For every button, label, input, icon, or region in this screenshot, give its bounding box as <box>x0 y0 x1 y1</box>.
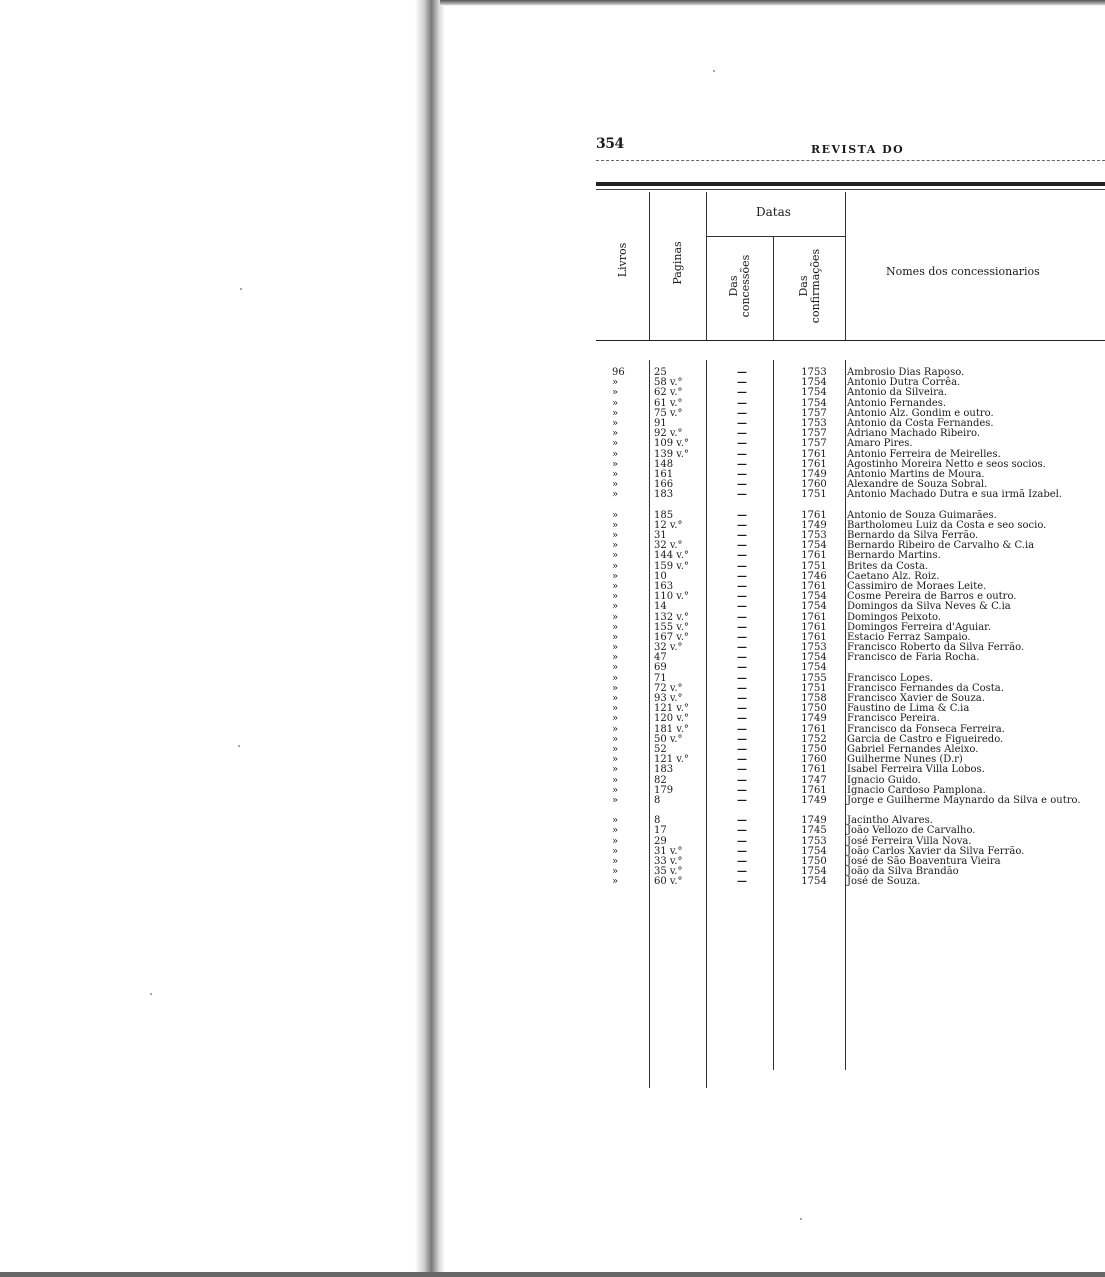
cell-concessao: — <box>737 794 747 806</box>
cell-pagina: 163 <box>654 580 674 592</box>
cell-confirmacao: 1761 <box>801 621 827 633</box>
datas-subheader-rule <box>706 236 845 237</box>
cell-confirmacao: 1761 <box>801 550 827 562</box>
cell-concessao: — <box>737 407 747 419</box>
cell-nome: João da Silva Brandão <box>847 866 959 878</box>
cell-livro: » <box>612 468 619 480</box>
cell-confirmacao: 1750 <box>801 703 827 715</box>
cell-pagina: 60 v.° <box>654 876 683 888</box>
scan-speck <box>800 1218 802 1220</box>
cell-nome: Antonio Martins de Moura. <box>847 468 985 480</box>
cell-livro: » <box>612 764 619 776</box>
cell-pagina: 47 <box>654 652 667 664</box>
cell-concessao: — <box>737 509 747 521</box>
cell-pagina: 121 v.° <box>654 703 689 715</box>
cell-confirmacao: 1761 <box>801 784 827 796</box>
cell-nome: Bernardo da Silva Ferrão. <box>847 530 979 542</box>
cell-nome: João Carlos Xavier da Silva Ferrão. <box>847 845 1025 857</box>
cell-nome: Antonio Ferreira de Meirelles. <box>847 448 1001 460</box>
cell-pagina: 61 v.° <box>654 397 683 409</box>
cell-nome: Adriano Machado Ribeiro. <box>847 428 981 440</box>
cell-pagina: 69 <box>654 662 667 674</box>
cell-concessao: — <box>737 519 747 531</box>
cell-livro: » <box>612 570 619 582</box>
cell-pagina: 52 <box>654 743 667 755</box>
cell-concessao: — <box>737 713 747 725</box>
cell-nome: José de Souza. <box>847 876 921 888</box>
table-row <box>596 439 1105 449</box>
cell-concessao: — <box>737 479 747 491</box>
cell-concessao: — <box>737 591 747 603</box>
cell-livro: » <box>612 662 619 674</box>
concession-table-body <box>596 368 1105 888</box>
blank-facing-margin <box>0 0 425 1277</box>
cell-pagina: 50 v.° <box>654 733 683 745</box>
cell-concessao: — <box>737 468 747 480</box>
cell-pagina: 71 <box>654 672 667 684</box>
cell-confirmacao: 1761 <box>801 611 827 623</box>
cell-nome: Isabel Ferreira Villa Lobos. <box>847 764 985 776</box>
cell-pagina: 121 v.° <box>654 754 689 766</box>
cell-livro: » <box>612 560 619 572</box>
cell-confirmacao: 1761 <box>801 509 827 521</box>
cell-livro: » <box>612 835 619 847</box>
cell-livro: » <box>612 754 619 766</box>
cell-confirmacao: 1749 <box>801 468 827 480</box>
header-rule <box>596 160 1105 161</box>
cell-confirmacao: 1750 <box>801 856 827 868</box>
scan-speck <box>150 993 152 995</box>
book-gutter <box>415 0 445 1277</box>
cell-concessao: — <box>737 703 747 715</box>
cell-nome: Guilherme Nunes (D.r) <box>847 754 963 766</box>
cell-concessao: — <box>737 723 747 735</box>
cell-pagina: 72 v.° <box>654 682 683 694</box>
table-row <box>596 765 1105 775</box>
column-divider <box>845 192 846 340</box>
cell-livro: » <box>612 611 619 623</box>
cell-concessao: — <box>737 733 747 745</box>
cell-pagina: 144 v.° <box>654 550 689 562</box>
cell-confirmacao: 1761 <box>801 580 827 592</box>
cell-livro: » <box>612 703 619 715</box>
column-divider <box>706 192 707 340</box>
cell-livro: » <box>612 743 619 755</box>
cell-nome: Caetano Alz. Roiz. <box>847 570 940 582</box>
table-row <box>596 602 1105 612</box>
cell-pagina: 12 v.° <box>654 519 683 531</box>
cell-pagina: 110 v.° <box>654 591 689 603</box>
cell-livro: » <box>612 784 619 796</box>
cell-concessao: — <box>737 387 747 399</box>
cell-confirmacao: 1754 <box>801 540 827 552</box>
cell-nome: João Vellozo de Carvalho. <box>847 825 976 837</box>
table-row <box>596 796 1105 816</box>
cell-pagina: 167 v.° <box>654 631 689 643</box>
page-bottom-edge <box>0 1272 1105 1277</box>
cell-confirmacao: 1755 <box>801 672 827 684</box>
cell-nome: Antonio de Souza Guimarães. <box>847 509 997 521</box>
cell-nome: Jorge e Guilherme Maynardo da Silva e outro. <box>847 794 1081 806</box>
cell-pagina: 185 <box>654 509 674 521</box>
cell-livro: » <box>612 845 619 857</box>
cell-concessao: — <box>737 377 747 389</box>
cell-concessao: — <box>737 856 747 868</box>
cell-confirmacao: 1751 <box>801 489 827 501</box>
cell-livro: » <box>612 479 619 491</box>
cell-nome: Antonio Alz. Gondim e outro. <box>847 407 994 419</box>
cell-confirmacao: 1754 <box>801 845 827 857</box>
cell-nome: Ambrosio Dias Raposo. <box>847 367 965 378</box>
cell-livro: » <box>612 794 619 806</box>
cell-concessao: — <box>737 438 747 450</box>
cell-nome: Agostinho Moreira Netto e seos socios. <box>847 458 1046 470</box>
cell-concessao: — <box>737 845 747 857</box>
cell-nome: Antonio Machado Dutra e sua irmã Izabel. <box>847 489 1063 501</box>
cell-nome: Francisco Fernandes da Costa. <box>847 682 1004 694</box>
table-top-thin-rule <box>596 189 1105 190</box>
cell-nome: Ignacio Cardoso Pamplona. <box>847 784 986 796</box>
cell-pagina: 161 <box>654 468 674 480</box>
cell-livro: » <box>612 448 619 460</box>
cell-confirmacao: 1749 <box>801 519 827 531</box>
cell-concessao: — <box>737 743 747 755</box>
cell-concessao: — <box>737 866 747 878</box>
cell-confirmacao: 1751 <box>801 560 827 572</box>
running-title: REVISTA DO <box>811 143 905 156</box>
cell-confirmacao: 1757 <box>801 428 827 440</box>
cell-livro: » <box>612 876 619 888</box>
cell-concessao: — <box>737 611 747 623</box>
header-nomes: Nomes dos concessionarios <box>886 265 1040 278</box>
cell-livro: » <box>612 417 619 429</box>
cell-confirmacao: 1754 <box>801 397 827 409</box>
cell-confirmacao: 1761 <box>801 723 827 735</box>
cell-confirmacao: 1757 <box>801 407 827 419</box>
page-number: 354 <box>596 136 624 152</box>
cell-livro: » <box>612 642 619 654</box>
cell-livro: » <box>612 631 619 643</box>
cell-confirmacao: 1754 <box>801 591 827 603</box>
cell-concessao: — <box>737 662 747 674</box>
cell-confirmacao: 1751 <box>801 682 827 694</box>
cell-livro: 96 <box>612 367 625 378</box>
cell-pagina: 8 <box>654 794 661 806</box>
cell-confirmacao: 1761 <box>801 448 827 460</box>
cell-livro: » <box>612 377 619 389</box>
cell-confirmacao: 1757 <box>801 438 827 450</box>
header-das-confirmacoes: Das confirmações <box>797 248 822 324</box>
cell-livro: » <box>612 733 619 745</box>
cell-livro: » <box>612 672 619 684</box>
cell-pagina: 25 <box>654 367 667 378</box>
cell-livro: » <box>612 397 619 409</box>
cell-pagina: 10 <box>654 570 667 582</box>
cell-nome: Domingos da Silva Neves & C.ia <box>847 601 1011 613</box>
cell-pagina: 183 <box>654 764 674 776</box>
cell-nome: Bernardo Martins. <box>847 550 941 562</box>
scan-speck <box>238 745 240 747</box>
cell-livro: » <box>612 815 619 827</box>
cell-confirmacao: 1750 <box>801 743 827 755</box>
cell-pagina: 155 v.° <box>654 621 689 633</box>
cell-confirmacao: 1749 <box>801 794 827 806</box>
cell-concessao: — <box>737 570 747 582</box>
cell-nome: Amaro Pires. <box>847 438 913 450</box>
cell-nome: Francisco da Fonseca Ferreira. <box>847 723 1005 735</box>
cell-confirmacao: 1754 <box>801 662 827 674</box>
cell-livro: » <box>612 458 619 470</box>
cell-confirmacao: 1745 <box>801 825 827 837</box>
cell-livro: » <box>612 530 619 542</box>
cell-concessao: — <box>737 652 747 664</box>
cell-concessao: — <box>737 417 747 429</box>
cell-livro: » <box>612 509 619 521</box>
cell-confirmacao: 1758 <box>801 693 827 705</box>
cell-nome: Francisco de Faria Rocha. <box>847 652 980 664</box>
header-bottom-rule <box>596 340 1105 341</box>
cell-livro: » <box>612 540 619 552</box>
cell-nome: Francisco Roberto da Silva Ferrão. <box>847 642 1025 654</box>
table-row <box>596 653 1105 663</box>
cell-livro: » <box>612 489 619 501</box>
cell-pagina: 91 <box>654 417 667 429</box>
cell-confirmacao: 1747 <box>801 774 827 786</box>
cell-concessao: — <box>737 448 747 460</box>
cell-nome: Bernardo Ribeiro de Carvalho & C.ia <box>847 540 1035 552</box>
cell-pagina: 148 <box>654 458 674 470</box>
cell-pagina: 166 <box>654 479 674 491</box>
cell-livro: » <box>612 387 619 399</box>
table-row <box>596 877 1105 887</box>
cell-livro: » <box>612 407 619 419</box>
cell-confirmacao: 1746 <box>801 570 827 582</box>
cell-confirmacao: 1749 <box>801 815 827 827</box>
cell-confirmacao: 1754 <box>801 387 827 399</box>
header-das-concessoes: Das concessões <box>727 254 752 318</box>
cell-concessao: — <box>737 876 747 888</box>
cell-concessao: — <box>737 428 747 440</box>
cell-pagina: 31 <box>654 530 667 542</box>
cell-concessao: — <box>737 754 747 766</box>
cell-confirmacao: 1752 <box>801 733 827 745</box>
cell-confirmacao: 1754 <box>801 876 827 888</box>
column-divider <box>649 192 650 340</box>
cell-nome: Domingos Ferreira d'Aguiar. <box>847 621 992 633</box>
cell-confirmacao: 1761 <box>801 458 827 470</box>
cell-concessao: — <box>737 764 747 776</box>
cell-livro: » <box>612 580 619 592</box>
cell-confirmacao: 1753 <box>801 835 827 847</box>
cell-livro: » <box>612 693 619 705</box>
cell-pagina: 32 v.° <box>654 642 683 654</box>
cell-concessao: — <box>737 489 747 501</box>
cell-nome: Francisco Pereira. <box>847 713 940 725</box>
cell-confirmacao: 1760 <box>801 754 827 766</box>
cell-livro: » <box>612 621 619 633</box>
cell-pagina: 8 <box>654 815 661 827</box>
cell-nome: José de São Boaventura Vieira <box>847 856 1001 868</box>
cell-concessao: — <box>737 631 747 643</box>
cell-pagina: 179 <box>654 784 674 796</box>
column-divider <box>773 236 774 340</box>
header-datas: Datas <box>756 205 791 219</box>
cell-livro: » <box>612 866 619 878</box>
cell-nome: Ignacio Guido. <box>847 774 921 786</box>
cell-concessao: — <box>737 815 747 827</box>
cell-confirmacao: 1754 <box>801 601 827 613</box>
cell-nome: Domingos Peixoto. <box>847 611 941 623</box>
cell-pagina: 92 v.° <box>654 428 683 440</box>
header-paginas: Paginas <box>671 241 684 285</box>
cell-nome: José Ferreira Villa Nova. <box>847 835 972 847</box>
cell-pagina: 17 <box>654 825 667 837</box>
cell-confirmacao: 1754 <box>801 377 827 389</box>
cell-concessao: — <box>737 550 747 562</box>
cell-nome: Bartholomeu Luiz da Costa e seo socio. <box>847 519 1047 531</box>
cell-livro: » <box>612 652 619 664</box>
cell-concessao: — <box>737 601 747 613</box>
cell-livro: » <box>612 723 619 735</box>
cell-confirmacao: 1754 <box>801 866 827 878</box>
cell-pagina: 181 v.° <box>654 723 689 735</box>
cell-pagina: 93 v.° <box>654 693 683 705</box>
cell-nome: Cassimiro de Moraes Leite. <box>847 580 987 592</box>
cell-livro: » <box>612 713 619 725</box>
cell-concessao: — <box>737 835 747 847</box>
cell-confirmacao: 1753 <box>801 367 827 378</box>
cell-concessao: — <box>737 682 747 694</box>
cell-livro: » <box>612 550 619 562</box>
cell-pagina: 183 <box>654 489 674 501</box>
cell-concessao: — <box>737 397 747 409</box>
cell-confirmacao: 1760 <box>801 479 827 491</box>
cell-concessao: — <box>737 580 747 592</box>
cell-nome: Brites da Costa. <box>847 560 929 572</box>
cell-pagina: 62 v.° <box>654 387 683 399</box>
cell-livro: » <box>612 601 619 613</box>
cell-pagina: 82 <box>654 774 667 786</box>
table-top-thick-rule <box>596 182 1105 186</box>
cell-nome: Francisco Xavier de Souza. <box>847 693 985 705</box>
cell-pagina: 29 <box>654 835 667 847</box>
cell-pagina: 14 <box>654 601 667 613</box>
cell-livro: » <box>612 825 619 837</box>
cell-concessao: — <box>737 672 747 684</box>
cell-concessao: — <box>737 530 747 542</box>
header-livros: Livros <box>616 242 629 278</box>
document-page <box>596 130 1105 1090</box>
cell-concessao: — <box>737 540 747 552</box>
cell-livro: » <box>612 682 619 694</box>
cell-livro: » <box>612 591 619 603</box>
cell-nome: Antonio da Costa Fernandes. <box>847 417 994 429</box>
scan-speck <box>713 70 715 72</box>
cell-confirmacao: 1761 <box>801 631 827 643</box>
cell-pagina: 159 v.° <box>654 560 689 572</box>
cell-confirmacao: 1749 <box>801 713 827 725</box>
cell-concessao: — <box>737 825 747 837</box>
cell-confirmacao: 1753 <box>801 417 827 429</box>
cell-livro: » <box>612 774 619 786</box>
cell-concessao: — <box>737 621 747 633</box>
cell-livro: » <box>612 856 619 868</box>
cell-pagina: 58 v.° <box>654 377 683 389</box>
cell-livro: » <box>612 438 619 450</box>
cell-concessao: — <box>737 784 747 796</box>
cell-nome: Francisco Lopes. <box>847 672 934 684</box>
cell-confirmacao: 1753 <box>801 530 827 542</box>
cell-pagina: 33 v.° <box>654 856 683 868</box>
cell-concessao: — <box>737 560 747 572</box>
cell-confirmacao: 1753 <box>801 642 827 654</box>
table-row <box>596 490 1105 510</box>
cell-nome: Cosme Pereira de Barros e outro. <box>847 591 1017 603</box>
cell-livro: » <box>612 519 619 531</box>
cell-concessao: — <box>737 774 747 786</box>
page-top-edge <box>440 0 1105 6</box>
cell-pagina: 31 v.° <box>654 845 683 857</box>
scan-speck <box>240 288 242 290</box>
cell-concessao: — <box>737 458 747 470</box>
cell-livro: » <box>612 428 619 440</box>
cell-pagina: 132 v.° <box>654 611 689 623</box>
cell-concessao: — <box>737 642 747 654</box>
cell-pagina: 120 v.° <box>654 713 689 725</box>
cell-pagina: 139 v.° <box>654 448 689 460</box>
cell-nome: Antonio Fernandes. <box>847 397 947 409</box>
cell-nome: Gabriel Fernandes Aleixo. <box>847 743 979 755</box>
cell-nome: Estacio Ferraz Sampaio. <box>847 631 971 643</box>
cell-pagina: 75 v.° <box>654 407 683 419</box>
cell-concessao: — <box>737 367 747 378</box>
cell-confirmacao: 1754 <box>801 652 827 664</box>
cell-pagina: 35 v.° <box>654 866 683 878</box>
cell-nome: Antonio Dutra Corrêa. <box>847 377 961 389</box>
cell-nome: Faustino de Lima & C.ia <box>847 703 970 715</box>
cell-concessao: — <box>737 693 747 705</box>
cell-nome: Jacintho Alvares. <box>847 815 933 827</box>
cell-nome: Antonio da Silveira. <box>847 387 948 399</box>
cell-pagina: 32 v.° <box>654 540 683 552</box>
cell-confirmacao: 1761 <box>801 764 827 776</box>
cell-pagina: 109 v.° <box>654 438 689 450</box>
cell-nome: Alexandre de Souza Sobral. <box>847 479 988 491</box>
cell-nome: Garcia de Castro e Figueiredo. <box>847 733 1004 745</box>
